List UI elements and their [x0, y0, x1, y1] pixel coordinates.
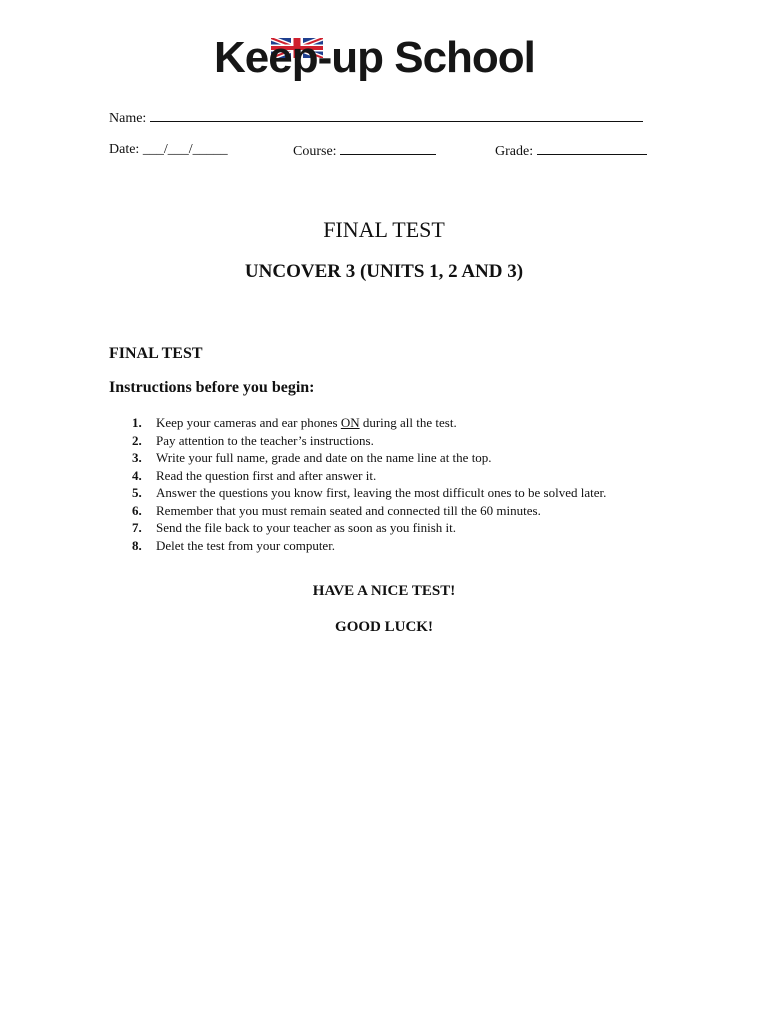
logo-wordmark: Keep-up School: [214, 33, 535, 82]
course-field: [293, 141, 436, 161]
instruction-text: Send the file back to your teacher as soon as you finish it.: [156, 520, 457, 535]
instruction-text: Keep your cameras and ear phones: [156, 415, 341, 430]
grade-field: [495, 141, 647, 161]
closing-line-nice-test: HAVE A NICE TEST!: [312, 583, 456, 599]
instruction-number: 3.: [132, 450, 142, 465]
instruction-text: Read the question first and after answer it.: [156, 467, 377, 483]
instruction-text: during all the test.: [359, 415, 457, 430]
name-label: Name:: [109, 111, 147, 126]
instruction-item: [109, 414, 629, 432]
instruction-item: [109, 467, 629, 485]
instruction-item: [109, 537, 629, 555]
instruction-number: 7.: [132, 520, 142, 535]
grade-blank-line[interactable]: [537, 141, 647, 155]
course-label: Course:: [293, 144, 337, 159]
page-title: FINAL TEST: [323, 217, 445, 242]
instruction-text: Write your full name, grade and date on the name line at the top.: [156, 450, 492, 465]
instruction-item: [109, 432, 629, 450]
instruction-item: [109, 449, 629, 467]
instructions-heading: Instructions before you begin:: [109, 379, 315, 396]
instruction-item: [109, 519, 629, 537]
instruction-item: [109, 484, 629, 502]
instruction-text: Answer the questions you know first, leaving the most difficult ones to be solved later.: [156, 485, 607, 500]
date-label: Date:: [109, 142, 140, 157]
instruction-text: Remember that you must remain seated and connected till the 60 minutes.: [156, 502, 541, 518]
date-field: [109, 141, 228, 159]
instruction-text: Pay attention to the teacher’s instructions.: [156, 432, 374, 448]
instruction-number: 1.: [132, 415, 142, 430]
date-blank[interactable]: ___/___/_____: [142, 142, 228, 157]
grade-label: Grade:: [495, 144, 534, 159]
instruction-number: 6.: [132, 502, 142, 518]
page-subtitle: UNCOVER 3 (UNITS 1, 2 AND 3): [244, 261, 524, 282]
instruction-number: 5.: [132, 485, 142, 500]
name-blank-line[interactable]: [150, 108, 643, 122]
section-heading: FINAL TEST: [109, 345, 203, 362]
instruction-item: [109, 502, 629, 520]
instruction-number: 4.: [132, 467, 142, 483]
name-field-row: [109, 108, 643, 128]
instruction-number: 8.: [132, 537, 142, 553]
instruction-number: 2.: [132, 432, 142, 448]
school-logo: [214, 30, 554, 86]
closing-line-good-luck: GOOD LUCK!: [335, 619, 433, 635]
course-blank-line[interactable]: [340, 141, 436, 155]
instruction-text: Delet the test from your computer.: [156, 537, 336, 553]
instruction-emphasis: ON: [340, 415, 360, 430]
instructions-list: [109, 414, 629, 554]
